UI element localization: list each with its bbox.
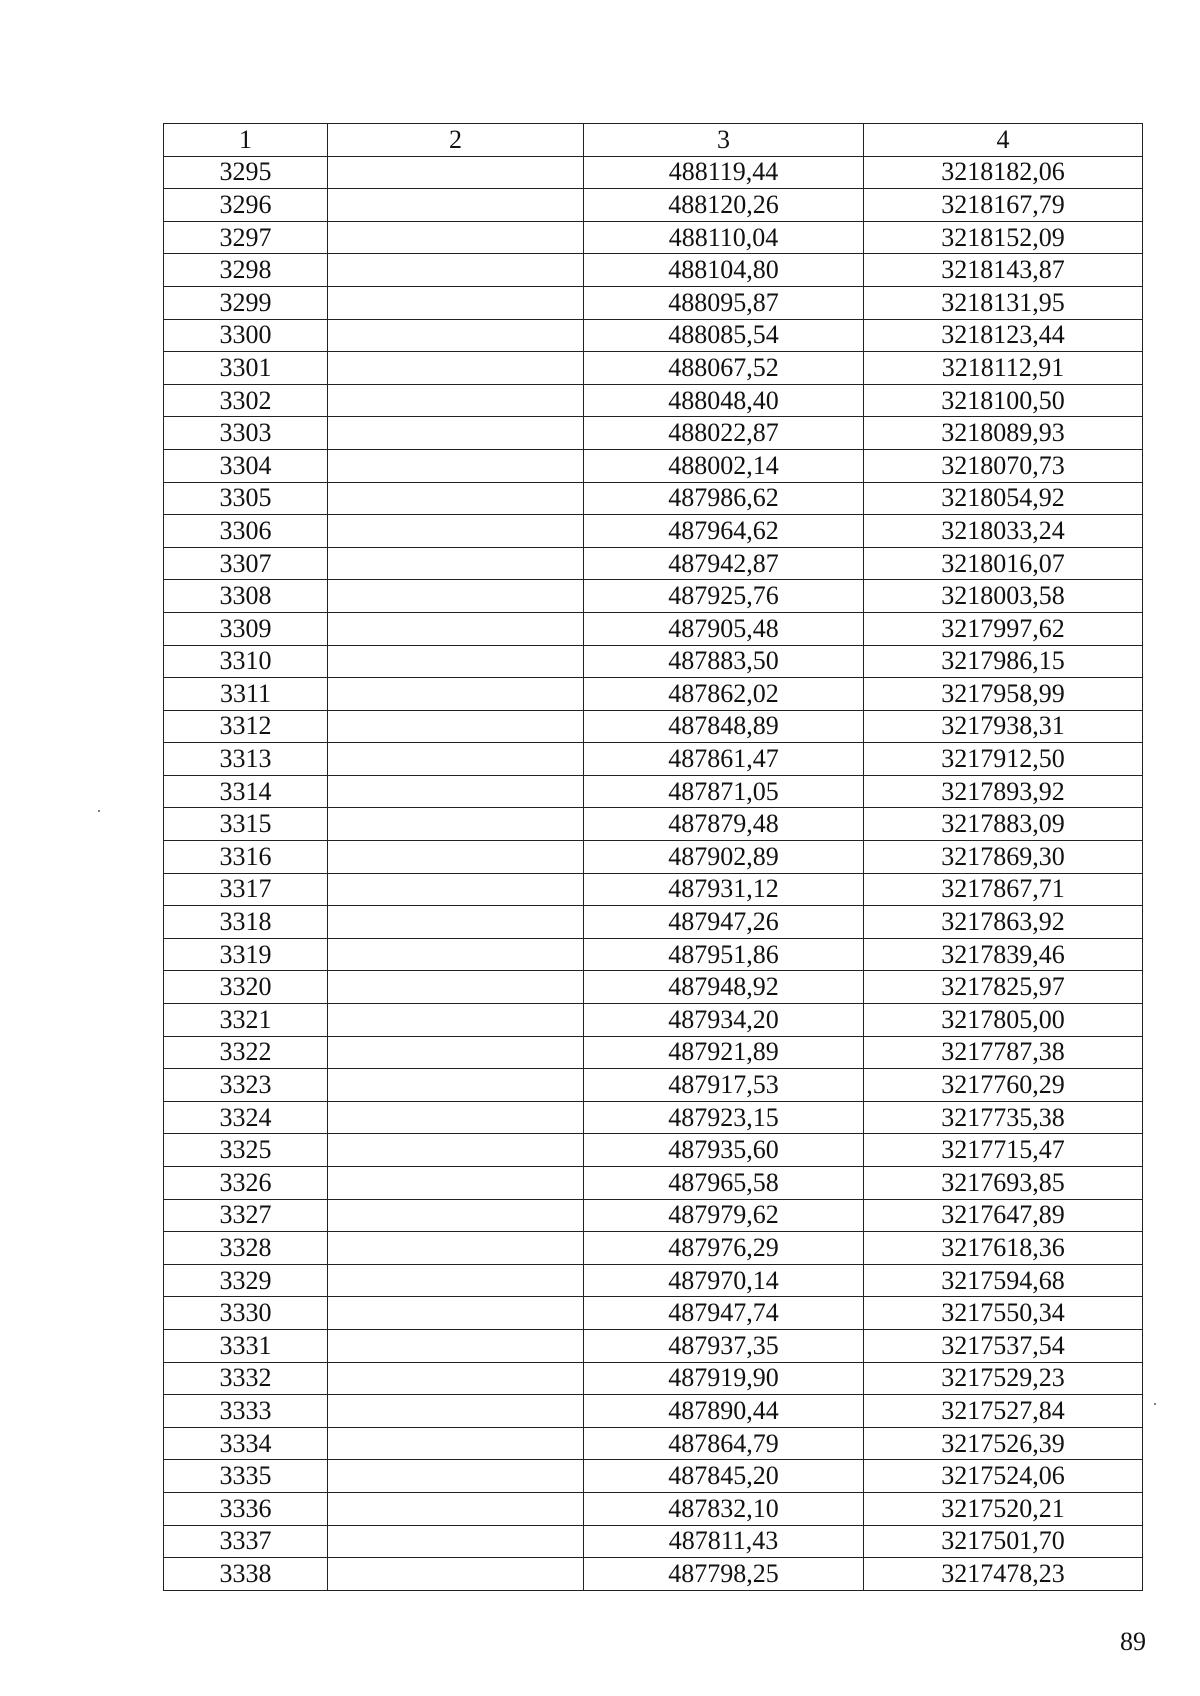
scan-speck <box>98 810 100 812</box>
x-coordinate-cell: 487925,76 <box>584 580 864 613</box>
point-number-cell: 3295 <box>164 156 328 189</box>
point-number-cell: 3303 <box>164 417 328 450</box>
y-coordinate-cell: 3217537,54 <box>864 1329 1143 1362</box>
x-coordinate-cell: 487976,29 <box>584 1232 864 1265</box>
empty-cell <box>328 384 584 417</box>
point-number-cell: 3316 <box>164 841 328 874</box>
point-number-cell: 3308 <box>164 580 328 613</box>
table-row <box>164 710 1143 743</box>
table-row <box>164 743 1143 776</box>
point-number-cell: 3326 <box>164 1167 328 1200</box>
x-coordinate-cell: 487979,62 <box>584 1199 864 1232</box>
empty-cell <box>328 515 584 548</box>
y-coordinate-cell: 3217787,38 <box>864 1036 1143 1069</box>
empty-cell <box>328 1558 584 1591</box>
table-row <box>164 645 1143 678</box>
empty-cell <box>328 1199 584 1232</box>
table-row <box>164 971 1143 1004</box>
table-row <box>164 1329 1143 1362</box>
y-coordinate-cell: 3217867,71 <box>864 873 1143 906</box>
y-coordinate-cell: 3218112,91 <box>864 352 1143 385</box>
empty-cell <box>328 482 584 515</box>
empty-cell <box>328 1329 584 1362</box>
table-row <box>164 384 1143 417</box>
y-coordinate-cell: 3217526,39 <box>864 1427 1143 1460</box>
table-row <box>164 580 1143 613</box>
empty-cell <box>328 1167 584 1200</box>
table-row <box>164 1460 1143 1493</box>
point-number-cell: 3296 <box>164 189 328 222</box>
x-coordinate-cell: 487947,26 <box>584 906 864 939</box>
point-number-cell: 3309 <box>164 612 328 645</box>
table-body <box>164 156 1143 1590</box>
empty-cell <box>328 1297 584 1330</box>
empty-cell <box>328 286 584 319</box>
point-number-cell: 3300 <box>164 319 328 352</box>
y-coordinate-cell: 3217938,31 <box>864 710 1143 743</box>
page-number: 89 <box>1120 1627 1146 1656</box>
y-coordinate-cell: 3218054,92 <box>864 482 1143 515</box>
table-row <box>164 221 1143 254</box>
table-row <box>164 319 1143 352</box>
empty-cell <box>328 775 584 808</box>
empty-cell <box>328 841 584 874</box>
empty-cell <box>328 1395 584 1428</box>
table-row <box>164 1199 1143 1232</box>
point-number-cell: 3337 <box>164 1525 328 1558</box>
y-coordinate-cell: 3217618,36 <box>864 1232 1143 1265</box>
y-coordinate-cell: 3217478,23 <box>864 1558 1143 1591</box>
x-coordinate-cell: 488022,87 <box>584 417 864 450</box>
table-row <box>164 515 1143 548</box>
empty-cell <box>328 1101 584 1134</box>
point-number-cell: 3320 <box>164 971 328 1004</box>
point-number-cell: 3314 <box>164 775 328 808</box>
empty-cell <box>328 938 584 971</box>
x-coordinate-cell: 488120,26 <box>584 189 864 222</box>
table-row <box>164 1427 1143 1460</box>
empty-cell <box>328 971 584 1004</box>
x-coordinate-cell: 487951,86 <box>584 938 864 971</box>
point-number-cell: 3336 <box>164 1492 328 1525</box>
y-coordinate-cell: 3218089,93 <box>864 417 1143 450</box>
coordinates-table <box>163 123 1143 1591</box>
x-coordinate-cell: 487948,92 <box>584 971 864 1004</box>
x-coordinate-cell: 487937,35 <box>584 1329 864 1362</box>
empty-cell <box>328 449 584 482</box>
empty-cell <box>328 1362 584 1395</box>
point-number-cell: 3331 <box>164 1329 328 1362</box>
table-row <box>164 1525 1143 1558</box>
table-row <box>164 1264 1143 1297</box>
empty-cell <box>328 417 584 450</box>
y-coordinate-cell: 3218182,06 <box>864 156 1143 189</box>
y-coordinate-cell: 3217550,34 <box>864 1297 1143 1330</box>
y-coordinate-cell: 3218100,50 <box>864 384 1143 417</box>
empty-cell <box>328 1525 584 1558</box>
point-number-cell: 3323 <box>164 1069 328 1102</box>
y-coordinate-cell: 3217501,70 <box>864 1525 1143 1558</box>
x-coordinate-cell: 488119,44 <box>584 156 864 189</box>
x-coordinate-cell: 487964,62 <box>584 515 864 548</box>
x-coordinate-cell: 487879,48 <box>584 808 864 841</box>
point-number-cell: 3299 <box>164 286 328 319</box>
point-number-cell: 3333 <box>164 1395 328 1428</box>
table-row <box>164 1395 1143 1428</box>
table-row <box>164 417 1143 450</box>
table-row <box>164 1101 1143 1134</box>
y-coordinate-cell: 3218123,44 <box>864 319 1143 352</box>
x-coordinate-cell: 487832,10 <box>584 1492 864 1525</box>
point-number-cell: 3313 <box>164 743 328 776</box>
x-coordinate-cell: 487890,44 <box>584 1395 864 1428</box>
y-coordinate-cell: 3217863,92 <box>864 906 1143 939</box>
y-coordinate-cell: 3217715,47 <box>864 1134 1143 1167</box>
point-number-cell: 3324 <box>164 1101 328 1134</box>
empty-cell <box>328 254 584 287</box>
table-row <box>164 841 1143 874</box>
empty-cell <box>328 1036 584 1069</box>
empty-cell <box>328 1069 584 1102</box>
point-number-cell: 3330 <box>164 1297 328 1330</box>
y-coordinate-cell: 3217527,84 <box>864 1395 1143 1428</box>
y-coordinate-cell: 3217839,46 <box>864 938 1143 971</box>
table-row <box>164 1167 1143 1200</box>
column-header-4: 4 <box>864 124 1143 157</box>
empty-cell <box>328 1427 584 1460</box>
x-coordinate-cell: 488048,40 <box>584 384 864 417</box>
table-row <box>164 482 1143 515</box>
x-coordinate-cell: 487848,89 <box>584 710 864 743</box>
empty-cell <box>328 1492 584 1525</box>
table-row <box>164 906 1143 939</box>
point-number-cell: 3328 <box>164 1232 328 1265</box>
point-number-cell: 3327 <box>164 1199 328 1232</box>
x-coordinate-cell: 487905,48 <box>584 612 864 645</box>
x-coordinate-cell: 487902,89 <box>584 841 864 874</box>
y-coordinate-cell: 3217594,68 <box>864 1264 1143 1297</box>
x-coordinate-cell: 487931,12 <box>584 873 864 906</box>
y-coordinate-cell: 3217958,99 <box>864 678 1143 711</box>
table-row <box>164 808 1143 841</box>
x-coordinate-cell: 487986,62 <box>584 482 864 515</box>
table-row <box>164 873 1143 906</box>
point-number-cell: 3338 <box>164 1558 328 1591</box>
empty-cell <box>328 156 584 189</box>
scan-speck <box>1154 1403 1156 1405</box>
empty-cell <box>328 547 584 580</box>
table-row <box>164 775 1143 808</box>
x-coordinate-cell: 487942,87 <box>584 547 864 580</box>
point-number-cell: 3321 <box>164 1004 328 1037</box>
point-number-cell: 3329 <box>164 1264 328 1297</box>
table-row <box>164 1134 1143 1167</box>
point-number-cell: 3322 <box>164 1036 328 1069</box>
table-row <box>164 189 1143 222</box>
x-coordinate-cell: 487811,43 <box>584 1525 864 1558</box>
y-coordinate-cell: 3218143,87 <box>864 254 1143 287</box>
table-row <box>164 1297 1143 1330</box>
x-coordinate-cell: 488002,14 <box>584 449 864 482</box>
empty-cell <box>328 189 584 222</box>
point-number-cell: 3305 <box>164 482 328 515</box>
empty-cell <box>328 873 584 906</box>
x-coordinate-cell: 487864,79 <box>584 1427 864 1460</box>
y-coordinate-cell: 3218016,07 <box>864 547 1143 580</box>
x-coordinate-cell: 488110,04 <box>584 221 864 254</box>
empty-cell <box>328 1264 584 1297</box>
point-number-cell: 3312 <box>164 710 328 743</box>
point-number-cell: 3319 <box>164 938 328 971</box>
table-row <box>164 1558 1143 1591</box>
empty-cell <box>328 808 584 841</box>
y-coordinate-cell: 3217883,09 <box>864 808 1143 841</box>
x-coordinate-cell: 487861,47 <box>584 743 864 776</box>
x-coordinate-cell: 488095,87 <box>584 286 864 319</box>
y-coordinate-cell: 3217997,62 <box>864 612 1143 645</box>
table-header-row <box>164 124 1143 157</box>
y-coordinate-cell: 3217524,06 <box>864 1460 1143 1493</box>
table-row <box>164 938 1143 971</box>
y-coordinate-cell: 3218131,95 <box>864 286 1143 319</box>
table-row <box>164 1069 1143 1102</box>
x-coordinate-cell: 487883,50 <box>584 645 864 678</box>
y-coordinate-cell: 3217760,29 <box>864 1069 1143 1102</box>
point-number-cell: 3318 <box>164 906 328 939</box>
table-row <box>164 1036 1143 1069</box>
point-number-cell: 3310 <box>164 645 328 678</box>
point-number-cell: 3307 <box>164 547 328 580</box>
x-coordinate-cell: 487871,05 <box>584 775 864 808</box>
table-row <box>164 1492 1143 1525</box>
table-row <box>164 1362 1143 1395</box>
x-coordinate-cell: 487798,25 <box>584 1558 864 1591</box>
y-coordinate-cell: 3217520,21 <box>864 1492 1143 1525</box>
y-coordinate-cell: 3217986,15 <box>864 645 1143 678</box>
point-number-cell: 3311 <box>164 678 328 711</box>
y-coordinate-cell: 3217805,00 <box>864 1004 1143 1037</box>
y-coordinate-cell: 3217869,30 <box>864 841 1143 874</box>
x-coordinate-cell: 487970,14 <box>584 1264 864 1297</box>
y-coordinate-cell: 3218070,73 <box>864 449 1143 482</box>
y-coordinate-cell: 3218167,79 <box>864 189 1143 222</box>
empty-cell <box>328 645 584 678</box>
point-number-cell: 3315 <box>164 808 328 841</box>
point-number-cell: 3332 <box>164 1362 328 1395</box>
table-row <box>164 678 1143 711</box>
empty-cell <box>328 710 584 743</box>
x-coordinate-cell: 487921,89 <box>584 1036 864 1069</box>
empty-cell <box>328 906 584 939</box>
y-coordinate-cell: 3217693,85 <box>864 1167 1143 1200</box>
point-number-cell: 3306 <box>164 515 328 548</box>
x-coordinate-cell: 487917,53 <box>584 1069 864 1102</box>
table-row <box>164 1004 1143 1037</box>
x-coordinate-cell: 487845,20 <box>584 1460 864 1493</box>
empty-cell <box>328 1134 584 1167</box>
y-coordinate-cell: 3217529,23 <box>864 1362 1143 1395</box>
x-coordinate-cell: 488104,80 <box>584 254 864 287</box>
empty-cell <box>328 221 584 254</box>
table-row <box>164 286 1143 319</box>
table-row <box>164 1232 1143 1265</box>
x-coordinate-cell: 487919,90 <box>584 1362 864 1395</box>
empty-cell <box>328 612 584 645</box>
point-number-cell: 3301 <box>164 352 328 385</box>
empty-cell <box>328 1232 584 1265</box>
x-coordinate-cell: 487935,60 <box>584 1134 864 1167</box>
y-coordinate-cell: 3218152,09 <box>864 221 1143 254</box>
column-header-2: 2 <box>328 124 584 157</box>
empty-cell <box>328 352 584 385</box>
y-coordinate-cell: 3217735,38 <box>864 1101 1143 1134</box>
table-row <box>164 156 1143 189</box>
point-number-cell: 3297 <box>164 221 328 254</box>
column-header-3: 3 <box>584 124 864 157</box>
table-row <box>164 254 1143 287</box>
x-coordinate-cell: 488067,52 <box>584 352 864 385</box>
y-coordinate-cell: 3217893,92 <box>864 775 1143 808</box>
x-coordinate-cell: 487947,74 <box>584 1297 864 1330</box>
empty-cell <box>328 319 584 352</box>
empty-cell <box>328 1460 584 1493</box>
empty-cell <box>328 743 584 776</box>
point-number-cell: 3298 <box>164 254 328 287</box>
y-coordinate-cell: 3217912,50 <box>864 743 1143 776</box>
y-coordinate-cell: 3218033,24 <box>864 515 1143 548</box>
y-coordinate-cell: 3217825,97 <box>864 971 1143 1004</box>
x-coordinate-cell: 487862,02 <box>584 678 864 711</box>
x-coordinate-cell: 487965,58 <box>584 1167 864 1200</box>
point-number-cell: 3334 <box>164 1427 328 1460</box>
x-coordinate-cell: 487923,15 <box>584 1101 864 1134</box>
table-row <box>164 612 1143 645</box>
empty-cell <box>328 678 584 711</box>
table-row <box>164 547 1143 580</box>
table-row <box>164 449 1143 482</box>
x-coordinate-cell: 487934,20 <box>584 1004 864 1037</box>
point-number-cell: 3302 <box>164 384 328 417</box>
y-coordinate-cell: 3218003,58 <box>864 580 1143 613</box>
point-number-cell: 3325 <box>164 1134 328 1167</box>
x-coordinate-cell: 488085,54 <box>584 319 864 352</box>
y-coordinate-cell: 3217647,89 <box>864 1199 1143 1232</box>
point-number-cell: 3317 <box>164 873 328 906</box>
point-number-cell: 3335 <box>164 1460 328 1493</box>
column-header-1: 1 <box>164 124 328 157</box>
empty-cell <box>328 580 584 613</box>
empty-cell <box>328 1004 584 1037</box>
point-number-cell: 3304 <box>164 449 328 482</box>
table-row <box>164 352 1143 385</box>
